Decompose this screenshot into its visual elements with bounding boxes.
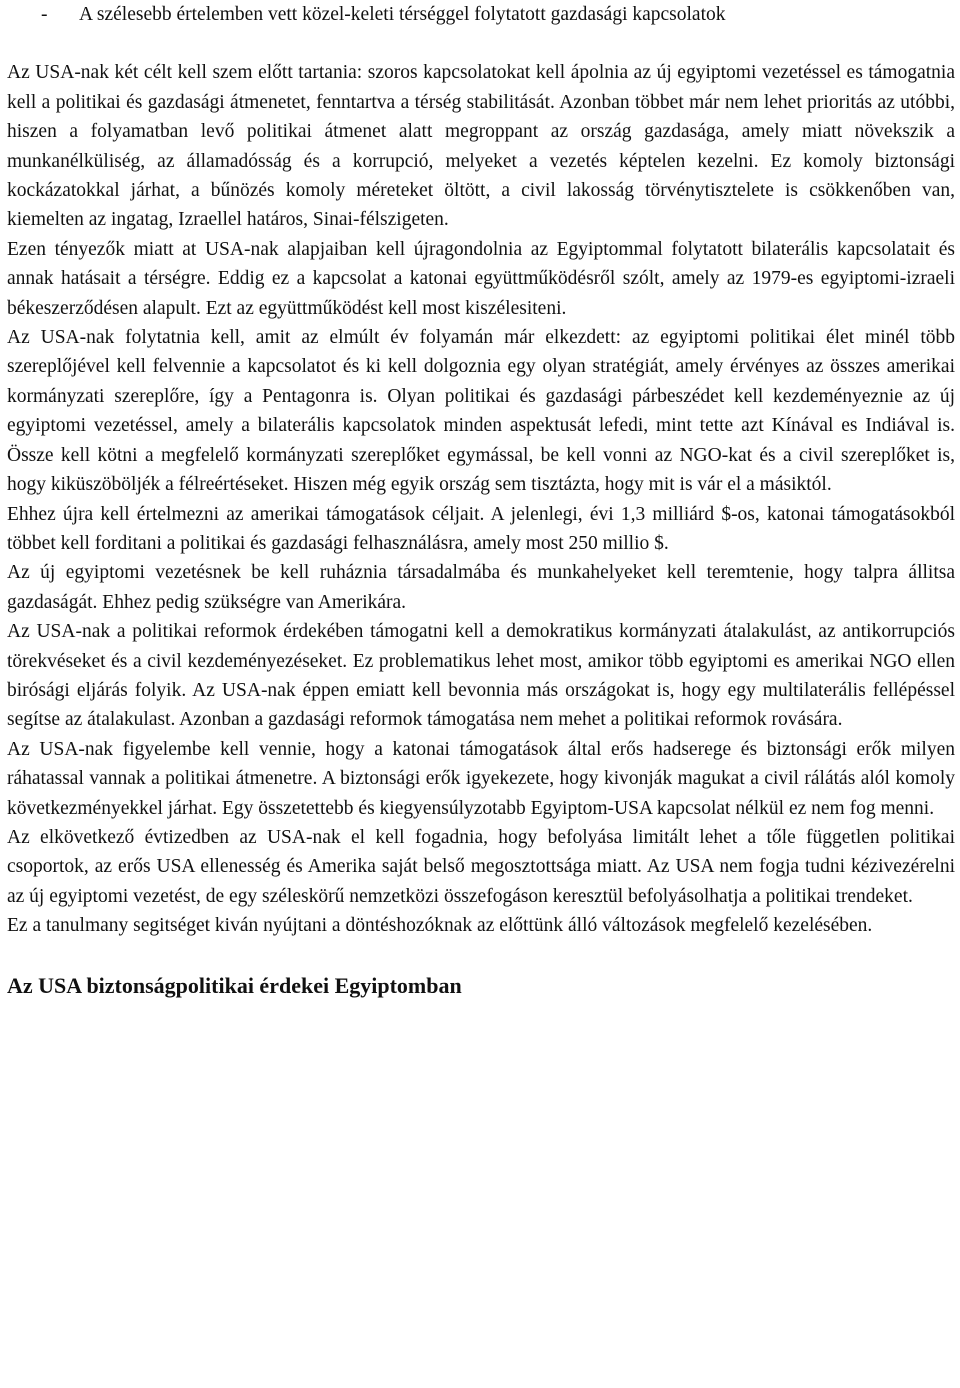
paragraph-2: Ezen tényezők miatt at USA-nak alapjaiban kell újragondolnia az Egyiptommal folytatott bilaterális kapcsolatait és annak hatásait a térségre. Eddig ez a kapcsolat a katonai együttműködésről szólt, amely az 1979-es egyiptomi-izraeli békeszerződésen alapult. Ezt az együttműködést kell most kiszélesiteni. [7, 238, 955, 319]
paragraph-5: Az új egyiptomi vezetésnek be kell ruháznia társadalmába és munkahelyeket kell teremtenie, hogy talpra állitsa gazdaságát. Ehhez pedig szükségre van Amerikára. [7, 562, 955, 613]
document-page [7, 0, 955, 1001]
paragraph-4: Ehhez újra kell értelmezni az amerikai támogatások céljait. A jelenlegi, évi 1,3 milliárd $-os, katonai támogatásokból többet kell forditani a politikai és gazdasági felhasználásra, amely most 250 millio $. [7, 503, 955, 554]
bullet-text: A szélesebb értelemben vett közel-keleti térséggel folytatott gazdasági kapcsolatok [79, 4, 726, 25]
paragraph-8: Az elkövetkező évtizedben az USA-nak el kell fogadnia, hogy befolyása limitált lehet a tőle független politikai csoportok, az erős USA ellenesség és Amerika saját belső megosztottsága miatt. Az USA nem fogja tudni kézivezérelni az új egyiptomi vezetést, de egy széleskörű nemzetközi összefogáson keresztül befolyásolhatja a politikai trendeket. [7, 826, 955, 907]
bullet-dash: - [41, 4, 48, 25]
paragraph-1: Az USA-nak két célt kell szem előtt tartania: szoros kapcsolatokat kell ápolnia az új egyiptomi vezetéssel es támogatnia kell a politikai és gazdasági átmenetet, fenntartva a térség stabilitását. Azonban többet már nem lehet prioritás az utóbbi, hiszen a folyamatban levő politikai átmenet alatt megroppant az ország gazdasága, amely miatt növekszik a munkanélküliség, az államadósság és a korrupció, melyeket a vezetés képtelen kezelni. Ez komoly biztonsági kockázatokkal járhat, a bűnözés komoly méreteket öltött, a civil lakosság törvénytisztelete is csökkenőben van, kiemelten az ingatag, Izraellel határos, Sinai-félszigeten. [7, 62, 955, 231]
paragraph-9: Ez a tanulmany segitséget kiván nyújtani a döntéshozóknak az előttünk álló változások megfelelő kezelésében. [7, 915, 873, 937]
paragraph-3: Az USA-nak folytatnia kell, amit az elmúlt év folyamán már elkezdett: az egyiptomi politikai élet minél több szereplőjével kell felvennie a kapcsolatot és ki kell dolgoznia egy olyan stratégiát, amely érvényes az összes amerikai kormányzati szereplőre, így a Pentagonra is. Olyan politikai és gazdasági párbeszédet kell kezdeményeznie az új egyiptomi vezetéssel, amely a bilaterális kapcsolatok minden aspektusát lefedi, mint tette azt Kínával es Indiával is. Össze kell kötni a megfelelő kormányzati szereplőket egymással, be kell vonni az NGO-kat és a civil szereplőket is, hogy kiküszöböljék a félreértéseket. Hiszen még egyik ország sem tisztázta, hogy mit is vár el a másiktól. [7, 327, 955, 496]
spacer [7, 29, 955, 58]
paragraph-7: Az USA-nak figyelembe kell vennie, hogy a katonai támogatások által erős hadserege és biztonsági erők milyen ráhatassal vannak a politikai átmenetre. A biztonsági erők igyekezete, hogy kivonják magukat a civil rálátás alól komoly következményekkel járhat. Egy összetettebb és kiegyensúlyzotabb Egyiptom-USA kapcsolat nélkül ez nem fog menni. [7, 738, 955, 819]
bullet-item [7, 0, 955, 29]
section-heading: Az USA biztonságpolitikai érdekei Egyiptomban [7, 972, 462, 998]
paragraph-6: Az USA-nak a politikai reformok érdekében támogatni kell a demokratikus kormányzati átalakulást, az antikorrupciós törekvéseket és a civil kezdeményezéseket. Ez problematikus lehet most, amikor több egyiptomi es amerikai NGO ellen birósági eljárás folyik. Az USA-nak éppen emiatt kell bevonnia más országokat is, hogy egy multilaterális fellépéssel segítse az átalakulast. Azonban a gazdasági reformok támogatása nem mehet a politikai reformok rovására. [7, 621, 955, 731]
